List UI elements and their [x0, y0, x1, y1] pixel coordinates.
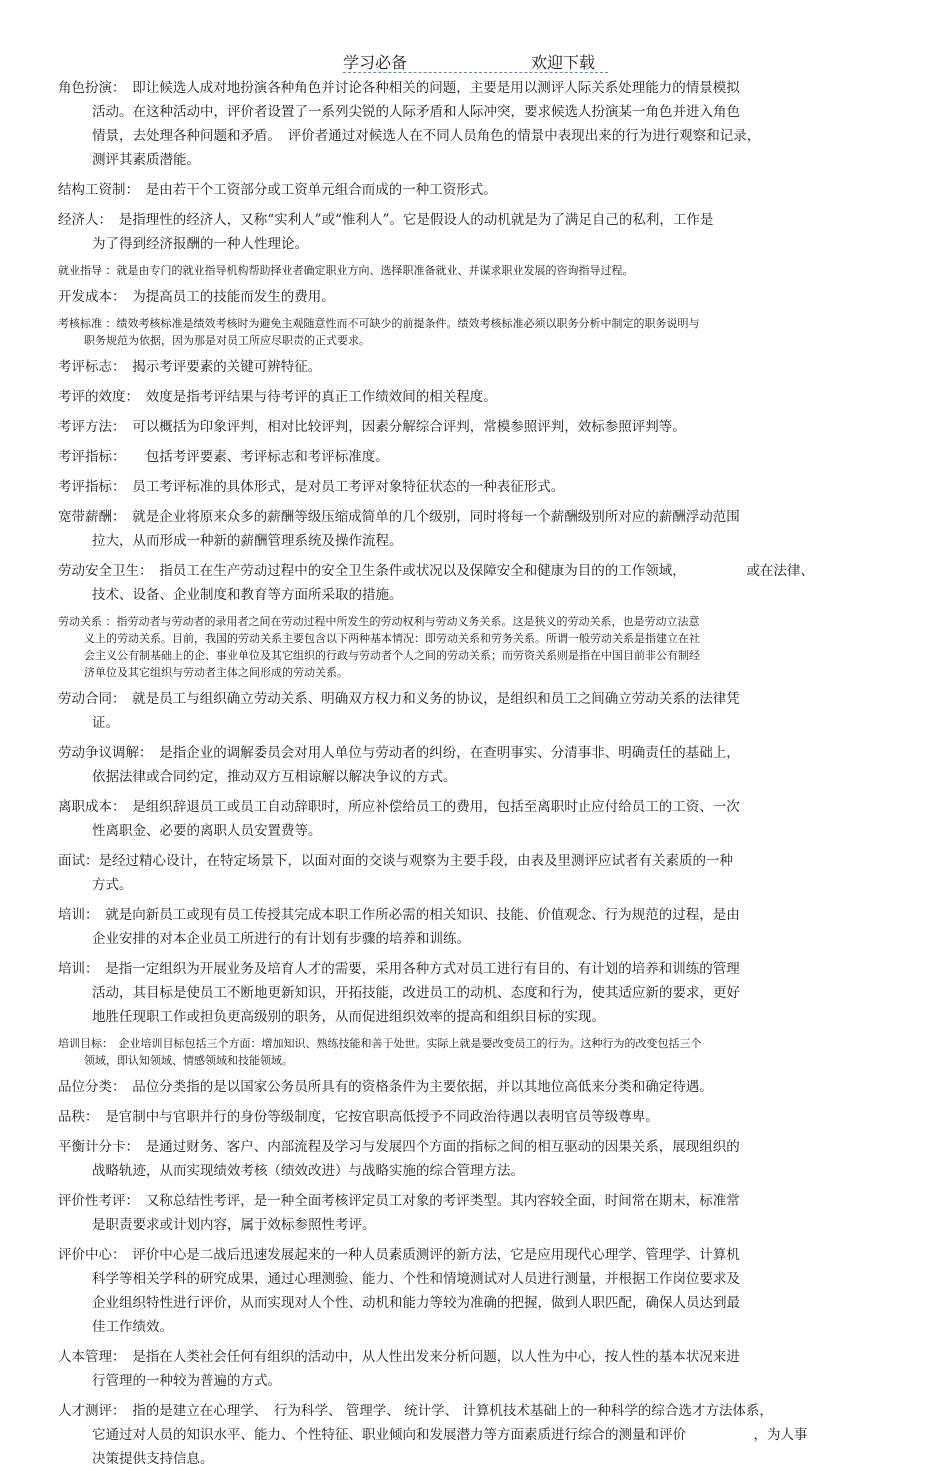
entry-continuation-line: 科学等相关学科的研究成果，通过心理测验、能力、个性和情境测试对人员进行测量，并根据工作岗位要求及 — [92, 1271, 740, 1287]
entry-term-line: 考评指标： 员工考评标准的具体形式，是对员工考评对象特征状态的一种表征形式。 — [58, 479, 565, 495]
glossary-entry — [0, 1189, 950, 1237]
entry-term-line: 培训目标： 企业培训目标包括三个方面：增加知识、熟练技能和善于处世。实际上就是要改变员工的行为。这种行为的改变包括三个 — [58, 1037, 702, 1050]
entry-continuation-line: 依据法律或合同约定，推动双方互相谅解以解决争议的方式。 — [92, 769, 457, 785]
glossary-entry — [0, 957, 950, 1029]
entry-term-line: 品秩： 是官制中与官职并行的身份等级制度，它按官职高低授予不同政治待遇以表明官员等级尊卑。 — [58, 1109, 659, 1125]
entry-term-line: 考核标准 ：绩效考核标准是绩效考核时为避免主观随意性而不可缺少的前提条件。绩效考核标准必须以职务分析中制定的职务说明与 — [58, 317, 700, 330]
glossary-entry — [0, 1105, 950, 1129]
entry-term-line: 经济人： 是指理性的经济人，又称“实利人”或“惟利人”。它是假设人的动机就是为了满足自己的私利，工作是 — [58, 212, 714, 228]
entry-term-line: 宽带薪酬： 就是企业将原来众多的薪酬等级压缩成简单的几个级别，同时将每一个薪酬级别所对应的薪酬浮动范围 — [58, 509, 740, 525]
entry-term-line: 离职成本： 是组织辞退员工或员工自动辞职时，所应补偿给员工的费用，包括至离职时止应付给员工的工资、一次 — [58, 799, 740, 815]
glossary-entry — [0, 355, 950, 379]
entry-term-line: 人本管理： 是指在人类社会任何有组织的活动中，从人性出发来分析问题，以人性为中心，按人性的基本状况来进 — [58, 1349, 740, 1365]
entry-term-line: 角色扮演： 即让候选人成对地扮演各种角色并讨论各种相关的问题，主要是用以测评人际关系处理能力的情景模拟 — [58, 80, 740, 96]
entry-term-line: 人才测评： 指的是建立在心理学、 行为科学、 管理学、 统计学、 计算机技术基础上的一种科学的综合选才方法体系， — [58, 1403, 773, 1419]
entry-term-line: 考评指标： 包括考评要素、考评标志和考评标准度。 — [58, 449, 389, 465]
entry-continuation-line: 测评其素质潜能。 — [92, 152, 200, 168]
entry-term-line: 平衡计分卡： 是通过财务、客户、内部流程及学习与发展四个方面的指标之间的相互驱动的因果关系，展现组织的 — [58, 1139, 740, 1155]
glossary-entry — [0, 1075, 950, 1099]
glossary-entry — [0, 285, 950, 309]
glossary-entry — [0, 1399, 950, 1471]
entry-continuation-line: 会主义公有制基础上的企、事业单位及其它组织的行政与劳动者个人之间的劳动关系；而劳资关系则是指在中国目前非公有制经 — [84, 649, 700, 662]
glossary-entry — [0, 795, 950, 843]
entry-continuation-line: 决策提供支持信息。 — [92, 1451, 214, 1467]
glossary-entry — [0, 1345, 950, 1393]
entry-term-line: 劳动关系 ：指劳动者与劳动者的录用者之间在劳动过程中所发生的劳动权利与劳动义务关系。这是狭义的劳动关系，也是劳动立法意 — [58, 615, 700, 628]
entry-term-line: 劳动安全卫生： 指员工在生产劳动过程中的安全卫生条件或状况以及保障安全和健康为目的的工作领域， 或在法律、 — [58, 563, 814, 579]
glossary-entry — [0, 505, 950, 553]
glossary-entry — [0, 475, 950, 499]
entry-term-line: 面试：是经过精心设计，在特定场景下，以面对面的交谈与观察为主要手段，由表及里测评应试者有关素质的一种 — [58, 853, 733, 869]
entry-term-line: 培训： 是指一定组织为开展业务及培育人才的需要，采用各种方式对员工进行有目的、有计划的培养和训练的管理 — [58, 961, 740, 977]
header-left-text: 学习必备 — [343, 53, 408, 72]
glossary-entry — [0, 687, 950, 735]
glossary-entry — [0, 76, 950, 172]
glossary-entry — [0, 903, 950, 951]
entry-continuation-line: 证。 — [92, 715, 119, 731]
glossary-entry — [0, 445, 950, 469]
entry-continuation-line: 义上的劳动关系。目前，我国的劳动关系主要包含以下两种基本情况：即劳动关系和劳务关系。所谓一般劳动关系是指建立在社 — [84, 632, 700, 645]
glossary-entry — [0, 208, 950, 256]
entry-continuation-line: 为了得到经济报酬的一种人性理论。 — [92, 236, 308, 252]
entry-term-line: 劳动合同： 就是员工与组织确立劳动关系、明确双方权力和义务的协议，是组织和员工之间确立劳动关系的法律凭 — [58, 691, 740, 707]
glossary-entry — [0, 1243, 950, 1339]
entry-term-line: 考评的效度： 效度是指考评结果与待考评的真正工作绩效间的相关程度。 — [58, 389, 497, 405]
glossary-entry — [0, 385, 950, 409]
glossary-entry — [0, 178, 950, 202]
entry-continuation-line: 是职责要求或计划内容，属于效标参照性考评。 — [92, 1217, 376, 1233]
entry-continuation-line: 方式。 — [92, 877, 133, 893]
entry-continuation-line: 情景，去处理各种问题和矛盾。 评价者通过对候选人在不同人员角色的情景中表现出来的行为进行观察和记录， — [92, 128, 761, 144]
entry-continuation-line: 企业组织特性进行评价，从而实现对人个性、动机和能力等较为准确的把握，做到人职匹配，确保人员达到最 — [92, 1295, 740, 1311]
entry-term-line: 评价中心： 评价中心是二战后迅速发展起来的一种人员素质测评的新方法，它是应用现代心理学、管理学、计算机 — [58, 1247, 740, 1263]
entry-continuation-line: 它通过对人员的知识水平、能力、个性特征、职业倾向和发展潜力等方面素质进行综合的测量和评价 ，为人事 — [92, 1427, 808, 1443]
glossary-content — [0, 76, 950, 1471]
entry-continuation-line: 活动，其目标是使员工不断地更新知识，开拓技能，改进员工的动机、态度和行为，使其适应新的要求，更好 — [92, 985, 740, 1001]
entry-term-line: 评价性考评： 又称总结性考评，是一种全面考核评定员工对象的考评类型。其内容较全面，时间常在期末，标准常 — [58, 1193, 740, 1209]
entry-term-line: 结构工资制： 是由若干个工资部分或工资单元组合而成的一种工资形式。 — [58, 182, 497, 198]
entry-term-line: 考评标志： 揭示考评要素的关键可辨特征。 — [58, 359, 322, 375]
entry-continuation-line: 佳工作绩效。 — [92, 1319, 173, 1335]
entry-continuation-line: 企业安排的对本企业员工所进行的有计划有步骤的培养和训练。 — [92, 931, 470, 947]
entry-term-line: 劳动争议调解： 是指企业的调解委员会对用人单位与劳动者的纠纷，在查明事实、分清事非、明确责任的基础上， — [58, 745, 740, 761]
glossary-entry — [0, 613, 950, 681]
entry-continuation-line: 技术、设备、企业制度和教育等方面所采取的措施。 — [92, 587, 403, 603]
glossary-entry — [0, 1135, 950, 1183]
glossary-entry — [0, 1035, 950, 1069]
entry-continuation-line: 活动。在这种活动中，评价者设置了一系列尖锐的人际矛盾和人际冲突，要求候选人扮演某一角色并进入角色 — [92, 104, 740, 120]
glossary-entry — [0, 262, 950, 279]
glossary-entry — [0, 849, 950, 897]
header-right-text: 欢迎下载 — [531, 53, 596, 72]
entry-continuation-line: 行管理的一种较为普遍的方式。 — [92, 1373, 281, 1389]
entry-term-line: 品位分类： 品位分类指的是以国家公务员所具有的资格条件为主要依据，并以其地位高低来分类和确定待遇。 — [58, 1079, 713, 1095]
entry-continuation-line: 济单位及其它组织与劳动者主体之间形成的劳动关系。 — [84, 666, 348, 679]
page-header — [343, 46, 608, 73]
glossary-entry — [0, 559, 950, 607]
entry-term-line: 培训： 就是向新员工或现有员工传授其完成本职工作所必需的相关知识、技能、价值观念、行为规范的过程，是由 — [58, 907, 740, 923]
entry-continuation-line: 战略轨迹，从而实现绩效考核（绩效改进）与战略实施的综合管理方法。 — [92, 1163, 524, 1179]
entry-continuation-line: 职务规范为依据，因为那是对员工所应尽职责的正式要求。 — [84, 334, 370, 347]
entry-continuation-line: 拉大，从而形成一种新的薪酬管理系统及操作流程。 — [92, 533, 403, 549]
entry-term-line: 开发成本： 为提高员工的技能而发生的费用。 — [58, 289, 335, 305]
entry-continuation-line: 领域，即认知领域、情感领域和技能领域。 — [84, 1054, 293, 1067]
entry-continuation-line: 地胜任现职工作或担负更高级别的职务，从而促进组织效率的提高和组织目标的实现。 — [92, 1009, 605, 1025]
glossary-entry — [0, 315, 950, 349]
glossary-entry — [0, 741, 950, 789]
entry-term-line: 就业指导 ：就是由专门的就业指导机构帮助择业者确定职业方向、选择职准备就业、并谋求职业发展的咨询指导过程。 — [58, 264, 634, 277]
glossary-entry — [0, 415, 950, 439]
entry-term-line: 考评方法： 可以概括为印象评判，相对比较评判，因素分解综合评判，常模参照评判，效标参照评判等。 — [58, 419, 686, 435]
entry-continuation-line: 性离职金、必要的离职人员安置费等。 — [92, 823, 322, 839]
